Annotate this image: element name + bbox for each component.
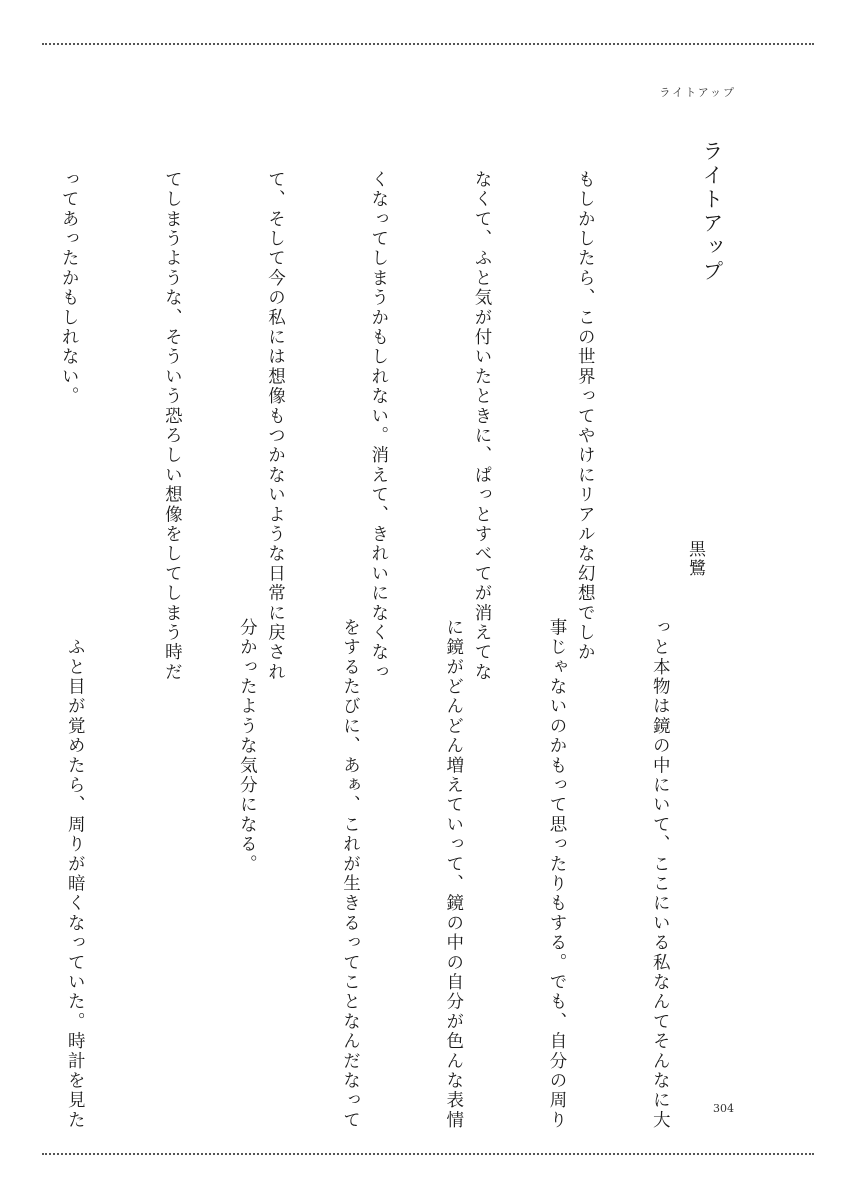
text-line: てしまうような、そういう恐ろしい想像をしてしまう時だ [162, 170, 183, 683]
text-line: っと本物は鏡の中にいて、ここにいる私なんてそんなに大 [650, 618, 671, 1131]
text-line: もしかしたら、この世界ってやけにリアルな幻想でしか [575, 170, 596, 663]
text-line: なくて、ふと気が付いたときに、ぱっとすべてが消えてな [471, 170, 492, 683]
text-line: をするたびに、あぁ、これが生きるってことなんだなって [340, 618, 361, 1131]
bottom-dotted-rule [42, 1153, 814, 1155]
page-number: 304 [713, 1102, 734, 1115]
text-line: ってあったかもしれない。 [59, 170, 80, 407]
text-line: 事じゃないのかもって思ったりもする。でも、自分の周り [546, 618, 567, 1131]
text-line: ふと目が覚めたら、周りが暗くなっていた。時計を見た [65, 618, 86, 1131]
text-line: くなってしまうかもしれない。消えて、きれいになくなっ [368, 170, 389, 683]
top-dotted-rule [42, 43, 814, 45]
text-line: に鏡がどんどん増えていって、鏡の中の自分が色んな表情 [443, 618, 464, 1131]
text-line: て、そして今の私には想像もつかないような日常に戻され [265, 170, 286, 683]
text-line: 分かったような気分になる。 [237, 618, 258, 875]
author-name: 黒鷺 [685, 540, 705, 578]
body-text-upper [0, 170, 671, 683]
running-head: ライトアップ [659, 86, 736, 99]
chapter-title: ライトアップ [700, 140, 724, 284]
